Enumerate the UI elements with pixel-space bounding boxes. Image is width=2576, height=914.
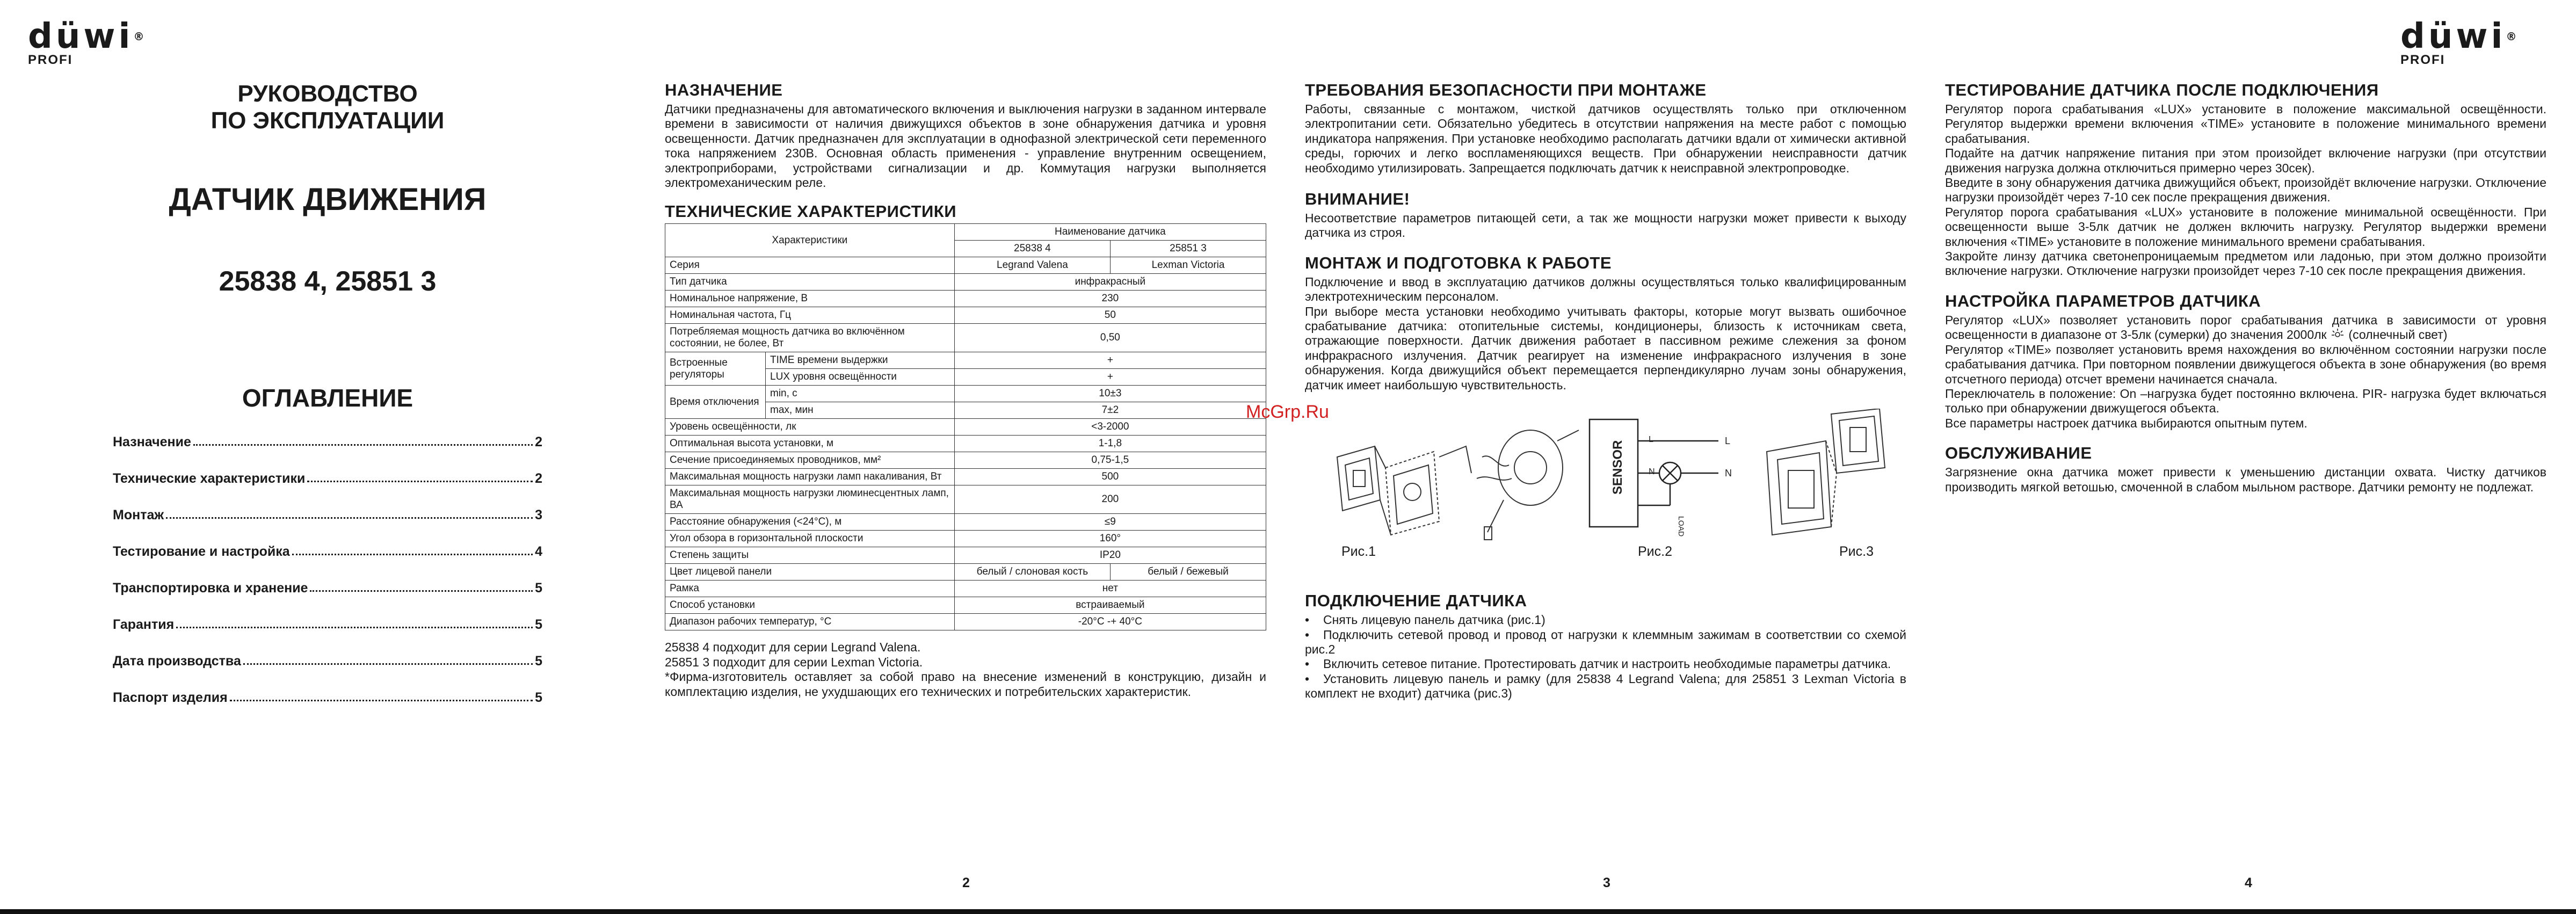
table-row: [665, 352, 1266, 386]
list-item: [1305, 613, 1906, 627]
table-cell: Максимальная мощность нагрузки люминесцентных ламп, ВА: [665, 485, 955, 514]
brand-reg: ®: [2506, 30, 2520, 43]
table-cell: Степень защиты: [665, 547, 955, 564]
fig3-frame-install-illustration: [1756, 409, 1906, 538]
mount-heading: МОНТАЖ И ПОДГОТОВКА К РАБОТЕ: [1305, 253, 1612, 272]
figures: [1305, 398, 1906, 570]
off-max-value: 7±2: [1101, 404, 1119, 416]
brand-name: düwi: [2400, 17, 2506, 56]
table-cell: Рамка: [665, 581, 955, 597]
table-row: [665, 386, 1266, 419]
step-text: Снять лицевую панель датчика (рис.1): [1323, 613, 1545, 627]
settings-text: Регулятор «TIME» позволяет установить время нахождения во включённом состоянии нагрузки после срабатывания датчика. При повторном появлении движущегося объекта в зоне обнаружения (во время отсчетного периода) отсчет времени начинается сначала.: [1945, 342, 2546, 386]
connect-steps: [1305, 613, 1906, 701]
table-row: [665, 581, 1266, 597]
connect-heading: ПОДКЛЮЧЕНИЕ ДАТЧИКА: [1305, 591, 1527, 611]
table-row: [665, 452, 1266, 469]
off-min-value: 10±3: [955, 386, 1266, 402]
toc-dots: [292, 543, 533, 555]
toc-item-title: Гарантия: [113, 617, 175, 632]
list-item: [1305, 657, 1906, 671]
test-text: Регулятор порога срабатывания «LUX» установите в положение минимальной освещённости. При освещенности выше 3-5лк датчик не должен включить нагрузку. Регулятор выдержки времени включения «TIME» установите в положение минимального времени срабатывания.: [1945, 205, 2546, 249]
table-cell: Legrand Valena: [954, 257, 1110, 274]
table-cell: 0,50: [954, 324, 1266, 352]
toc-dots: [230, 690, 533, 701]
page-4: [1945, 81, 2546, 495]
table-cell: [665, 386, 955, 419]
toc-item-title: Транспортировка и хранение: [113, 581, 308, 596]
toc-dots: [176, 616, 533, 628]
table-row: [665, 514, 1266, 531]
fig2-wiring-diagram: [1584, 409, 1745, 538]
toc-item-page: 2: [535, 471, 542, 486]
toc-dots: [310, 580, 533, 592]
table-cell: белый / слоновая кость: [954, 564, 1110, 581]
toc-item-title: Монтаж: [113, 507, 164, 523]
settings-text: Все параметры настроек датчика выбираются опытным путем.: [1945, 416, 2307, 430]
toc-item-page: 5: [535, 617, 542, 632]
toc-item[interactable]: [113, 616, 542, 633]
service-heading: ОБСЛУЖИВАНИЕ: [1945, 444, 2092, 463]
bullet: •: [1305, 657, 1310, 671]
bullet: •: [1305, 627, 1310, 642]
model-numbers: 25838 4, 25851 3: [219, 266, 437, 297]
service-text: Загрязнение окна датчика может привести к уменьшению дистанции охвата. Чистку датчиков производить мягкой ветошью, смоченной в слабом мыльном растворе. Датчики ремонту не подлежат.: [1945, 465, 2546, 494]
table-cell: Диапазон рабочих температур, °С: [665, 614, 955, 630]
table-cell: встраиваемый: [954, 597, 1266, 614]
brand-logo-left: [28, 17, 148, 68]
off-time-label: Время отключения: [665, 386, 766, 418]
reg-lux-value: +: [1107, 371, 1113, 383]
brand-name: düwi: [28, 17, 134, 56]
off-min-label: min, с: [766, 386, 954, 402]
table-header-cell: Наименование датчика: [954, 224, 1266, 241]
table-cell: Угол обзора в горизонтальной плоскости: [665, 531, 955, 547]
note-line: *Фирма-изготовитель оставляет за собой право на внесение изменений в конструкцию, дизайн и комплектацию изделия, не ухудшающих его технических и потребительских характеристик.: [665, 670, 1266, 699]
attention-text: Несоответствие параметров питающей сети, а так же мощности нагрузки может привести к выходу датчика из строя.: [1305, 211, 1906, 240]
toc-item[interactable]: [113, 690, 542, 706]
table-cell: [665, 352, 955, 386]
table-header-cell: 25838 4: [954, 241, 1110, 257]
settings-text-part: Регулятор «LUX» позволяет установить порог срабатывания датчика в зависимости от уровня освещенности в диапазоне от 3-5лк (сумерки) до значения 2000лк: [1945, 313, 2546, 342]
test-heading: ТЕСТИРОВАНИЕ ДАТЧИКА ПОСЛЕ ПОДКЛЮЧЕНИЯ: [1945, 81, 2379, 99]
toc-item[interactable]: [113, 470, 542, 487]
table-cell: Максимальная мощность нагрузки ламп накаливания, Вт: [665, 469, 955, 485]
toc-item-page: 5: [535, 581, 542, 596]
toc-item[interactable]: [113, 653, 542, 669]
toc-item[interactable]: [113, 434, 542, 450]
table-notes: [665, 640, 1266, 699]
table-cell: IP20: [954, 547, 1266, 564]
attention-heading: ВНИМАНИЕ!: [1305, 190, 1410, 209]
product-title: ДАТЧИК ДВИЖЕНИЯ: [169, 182, 487, 217]
purpose-text: Датчики предназначены для автоматического включения и выключения нагрузки в заданном интервале времени в зависимости от наличия движущихся объектов в зоне обнаружения датчика и уровня освещенности. Датчик предназначен для эксплуатации в однофазной электрической сети переменного тока напряжением 230В. Основная область применения - управление внутренним освещением, электроприборами, устройствами сигнализации и др. Коммутация нагрузки выполняется электромеханическим реле.: [665, 102, 1266, 190]
toc-item[interactable]: [113, 507, 542, 523]
table-row: [665, 485, 1266, 514]
toc-list: [113, 434, 542, 706]
settings-heading: НАСТРОЙКА ПАРАМЕТРОВ ДАТЧИКА: [1945, 291, 2261, 310]
brand-logo-right: [2400, 17, 2520, 68]
table-row: [665, 469, 1266, 485]
table-row: [665, 419, 1266, 436]
mains-n-label: N: [1725, 468, 1732, 479]
fig1-wiring-illustration: [1466, 419, 1590, 543]
settings-text: Переключатель в положение: On –нагрузка будет постоянно включена. PIR- нагрузка будет включаться только при обнаружении движущегося объекта.: [1945, 386, 2546, 416]
table-row: [665, 436, 1266, 452]
brand-reg: ®: [133, 30, 148, 43]
fig2-caption: Рис.2: [1638, 544, 1672, 560]
toc-item-page: 3: [535, 507, 542, 523]
step-text: Включить сетевое питание. Протестировать датчик и настроить необходимые параметры датчика.: [1323, 657, 1891, 671]
table-row: [665, 274, 1266, 291]
note-line: 25838 4 подходит для серии Legrand Valena.: [665, 640, 921, 655]
terminal-l-label: L: [1649, 435, 1653, 445]
table-cell: Расстояние обнаружения (<24°С), м: [665, 514, 955, 531]
cover-page: [113, 81, 542, 726]
toc-item-title: Дата производства: [113, 654, 241, 669]
table-cell: Номинальная частота, Гц: [665, 307, 955, 324]
toc-title: ОГЛАВЛЕНИЕ: [242, 384, 413, 412]
mount-text: При выборе места установки необходимо учитывать факторы, которые могут вызвать ошибочное срабатывание датчика: отопительные системы, кондиционеры, близость к источникам света, отражающие поверхности. Датчик движения работает в пассивном режиме слежения за фоном инфракрасного излучения. Датчик реагирует на изменение инфракрасного излучения в зоне обнаружения. Когда движущийся объект перемещается перпендикулярно лучам зоны обнаружения, датчик имеет наибольшую чувствительность.: [1305, 304, 1906, 392]
table-header-cell: 25851 3: [1111, 241, 1266, 257]
brand-sub: PROFI: [28, 53, 73, 67]
table-cell: 500: [954, 469, 1266, 485]
mount-text: Подключение и ввод в эксплуатацию датчиков должны осуществляться только квалифицированным электротехническим персоналом.: [1305, 274, 1906, 304]
table-cell: [954, 386, 1266, 419]
list-item: [1305, 672, 1906, 701]
toc-item-page: 4: [535, 544, 542, 559]
toc-item-title: Технические характеристики: [113, 471, 306, 486]
toc-item-page: 2: [535, 434, 542, 449]
toc-item-title: Тестирование и настройка: [113, 544, 290, 559]
purpose-heading: НАЗНАЧЕНИЕ: [665, 81, 783, 99]
brand-sub: PROFI: [2400, 53, 2446, 67]
watermark: McGrp.Ru: [1246, 402, 1329, 422]
table-cell: инфракрасный: [954, 274, 1266, 291]
toc-dots: [166, 507, 533, 519]
bullet: •: [1305, 613, 1310, 627]
table-cell: Тип датчика: [665, 274, 955, 291]
table-cell: 1-1,8: [954, 436, 1266, 452]
table-row: [665, 224, 1266, 241]
settings-text-part: (солнечный свет): [2348, 328, 2448, 342]
table-row: [665, 597, 1266, 614]
safety-heading: ТРЕБОВАНИЯ БЕЗОПАСНОСТИ ПРИ МОНТАЖЕ: [1305, 81, 1707, 99]
toc-item-page: 5: [535, 654, 542, 669]
page-number: 4: [2245, 875, 2252, 890]
table-cell: 50: [954, 307, 1266, 324]
toc-dots: [243, 653, 533, 665]
tech-heading: ТЕХНИЧЕСКИЕ ХАРАКТЕРИСТИКИ: [665, 202, 956, 221]
mains-l-label: L: [1725, 436, 1731, 447]
table-cell: [954, 352, 1266, 386]
toc-item[interactable]: [113, 543, 542, 560]
page-2: [665, 81, 1266, 699]
off-max-label: max, мин: [770, 404, 814, 416]
fig3-caption: Рис.3: [1839, 544, 1874, 560]
toc-item[interactable]: [113, 580, 542, 596]
table-header-cell: Характеристики: [665, 224, 955, 257]
load-label: LOAD: [1677, 516, 1686, 537]
table-cell: 200: [954, 485, 1266, 514]
test-text: Подайте на датчик напряжение питания при этом произойдет включение нагрузки (при отсутствии движения нагрузка должна отключиться примерно через 30сек).: [1945, 146, 2546, 175]
step-text: Подключить сетевой провод и провод от нагрузки к клеммным зажимам в соответствии со схемой рис.2: [1305, 627, 1906, 656]
toc-item-page: 5: [535, 690, 542, 705]
test-text: Регулятор порога срабатывания «LUX» установите в положение максимальной освещённости. Регулятор выдержки времени включения «TIME» установите в положение минимального времени срабатывания.: [1945, 102, 2546, 146]
fig1-panel-removal-illustration: [1305, 436, 1482, 538]
table-row: [665, 531, 1266, 547]
list-item: [1305, 628, 1906, 657]
table-cell: Уровень освещённости, лк: [665, 419, 955, 436]
safety-text: Работы, связанные с монтажом, чисткой датчиков осуществлять только при отключенном электропитании сети. Обязательно убедитесь в отсутствии напряжения на месте работ с помощью индикатора напряжения. При установке необходимо располагать датчики вдали от химически активной среды, горючих и легко воспламеняющихся веществ. При обнаружении неисправности датчик необходимо утилизировать. Запрещается подключать датчик к неисправной электропроводке.: [1305, 102, 1906, 175]
table-row: [665, 614, 1266, 630]
table-cell: 0,75-1,5: [954, 452, 1266, 469]
step-text: Установить лицевую панель и рамку (для 25838 4 Legrand Valena; для 25851 3 Lexman Victoria в комплект не входит) датчика (рис.3): [1305, 671, 1906, 701]
table-cell: Номинальное напряжение, В: [665, 291, 955, 307]
toc-dots: [307, 470, 533, 482]
table-cell: Серия: [665, 257, 955, 274]
table-row: [665, 547, 1266, 564]
table-cell: Способ установки: [665, 597, 955, 614]
fig1-caption: Рис.1: [1341, 544, 1376, 560]
reg-time-value: +: [955, 352, 1266, 369]
manual-title-line2: ПО ЭКСПЛУАТАЦИИ: [211, 107, 445, 134]
page-number: 3: [1603, 875, 1610, 890]
table-cell: белый / бежевый: [1111, 564, 1266, 581]
table-cell: нет: [954, 581, 1266, 597]
table-cell: Lexman Victoria: [1111, 257, 1266, 274]
bullet: •: [1305, 671, 1310, 686]
table-cell: Оптимальная высота установки, м: [665, 436, 955, 452]
page-number: 2: [962, 875, 970, 890]
terminal-n-label: N: [1649, 467, 1655, 477]
table-cell: Сечение присоединяемых проводников, мм²: [665, 452, 955, 469]
table-cell: <3-2000: [954, 419, 1266, 436]
table-cell: -20°С -+ 40°С: [954, 614, 1266, 630]
sun-icon: [2330, 328, 2345, 340]
table-cell: ≤9: [954, 514, 1266, 531]
reg-lux-label: LUX уровня освещённости: [770, 371, 897, 383]
table-cell: Потребляемая мощность датчика во включённом состоянии, не более, Вт: [665, 324, 955, 352]
table-row: [665, 257, 1266, 274]
table-row: [665, 564, 1266, 581]
table-cell: 230: [954, 291, 1266, 307]
toc-dots: [193, 434, 533, 446]
spec-table: [665, 223, 1266, 630]
reg-time-label: TIME времени выдержки: [766, 352, 954, 369]
toc-item-title: Назначение: [113, 434, 191, 449]
table-row: [665, 307, 1266, 324]
sensor-label: SENSOR: [1610, 440, 1625, 495]
page-3: [1305, 81, 1906, 701]
regulators-label: Встроенные регуляторы: [665, 352, 766, 385]
note-line: 25851 3 подходит для серии Lexman Victoria.: [665, 655, 923, 669]
table-row: [665, 291, 1266, 307]
settings-text: [1945, 313, 2546, 343]
bottom-divider: [0, 909, 2576, 914]
table-cell: Цвет лицевой панели: [665, 564, 955, 581]
manual-title-line1: РУКОВОДСТВО: [237, 81, 418, 107]
test-text: Закройте линзу датчика светонепроницаемым предметом или ладонью, при этом должно произойти включение нагрузки. Отключение нагрузки произойдет через 7-10 сек после прекращения движения.: [1945, 249, 2546, 278]
table-row: [665, 324, 1266, 352]
test-text: Введите в зону обнаружения датчика движущийся объект, произойдёт включение нагрузки. Отключение нагрузки произойдёт через 7-10 сек после прекращения движения.: [1945, 176, 2546, 205]
toc-item-title: Паспорт изделия: [113, 690, 228, 705]
table-cell: 160°: [954, 531, 1266, 547]
